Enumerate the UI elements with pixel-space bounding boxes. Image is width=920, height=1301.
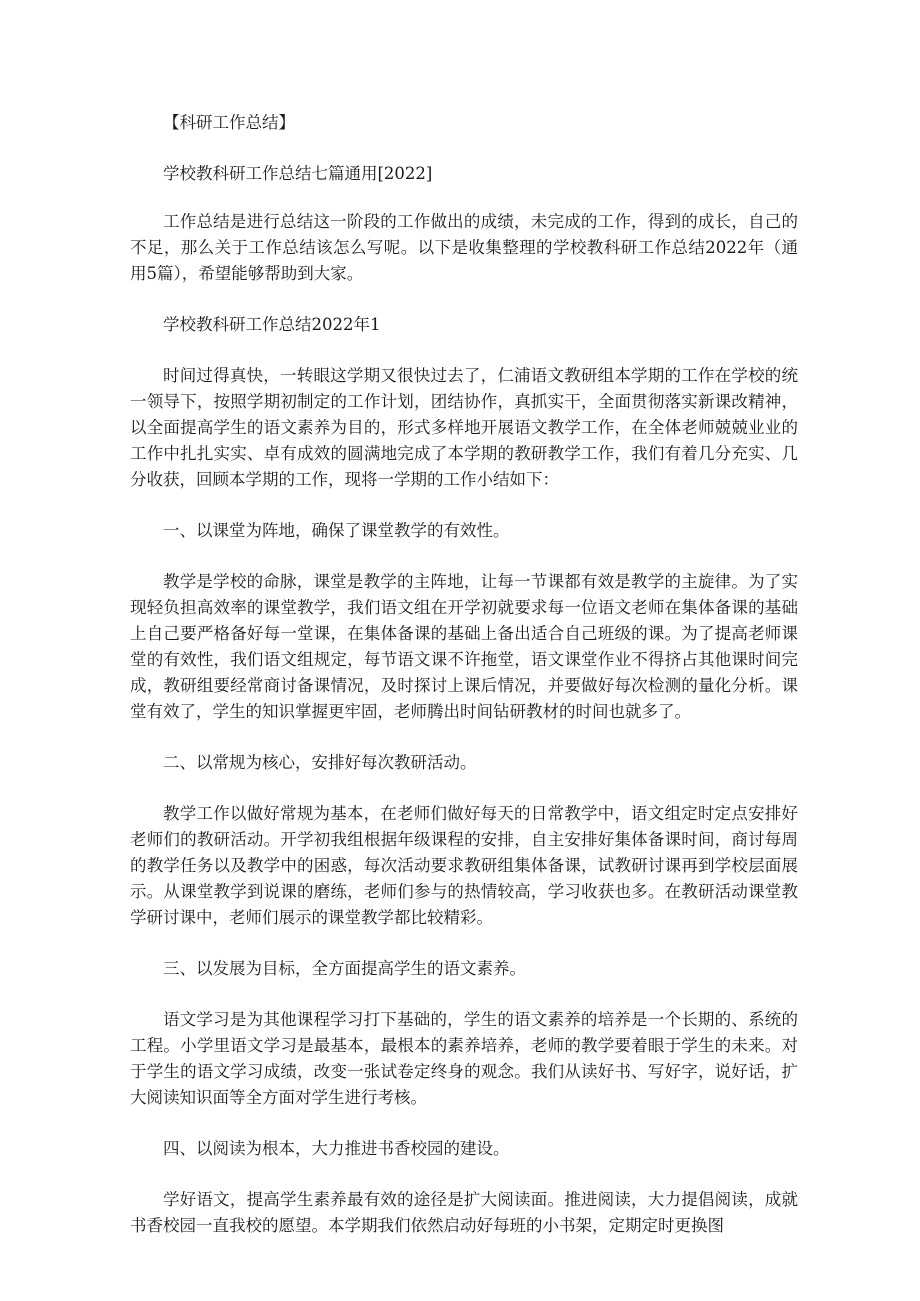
section-heading: 三、以发展为目标，全方面提高学生的语文素养。 — [163, 959, 526, 978]
section-label: 【科研工作总结】 — [163, 113, 295, 132]
body-paragraph: 教学是学校的命脉，课堂是教学的主阵地，让每一节课都有效是教学的主旋律。为了实现轻负担高效率的课堂教学，我们语文组在开学初就要求每一位语文老师在集体备课的基础上自己要严格备好每一堂课，在集体备课的基础上备出适合自己班级的课。为了提高老师课堂的有效性，我们语文组规定，每节语文课不许拖堂，语文课堂作业不得挤占其他课时间完成，教研组要经常商讨备课情况，及时探讨上课后情况，并要做好每次检测的量化分析。课堂有效了，学生的知识掌握更牢固，老师腾出时间钻研教材的时间也就多了。 — [130, 572, 798, 721]
section-heading: 四、以阅读为根本，大力推进书香校园的建设。 — [163, 1139, 510, 1158]
intro-paragraph: 工作总结是进行总结这一阶段的工作做出的成绩，未完成的工作，得到的成长，自己的不足，那么关于工作总结该怎么写呢。以下是收集整理的学校教科研工作总结2022年（通用5篇），希望能够帮助到大家。 — [130, 212, 798, 283]
section-heading: 一、以课堂为阵地，确保了课堂教学的有效性。 — [163, 521, 510, 540]
section-heading: 二、以常规为核心，安排好每次教研活动。 — [163, 753, 477, 772]
body-paragraph: 时间过得真快，一转眼这学期又很快过去了，仁浦语文教研组本学期的工作在学校的统一领导下，按照学期初制定的工作计划，团结协作，真抓实干，全面贯彻落实新课改精神，以全面提高学生的语文素养为目的，形式多样地开展语文教学工作，在全体老师兢兢业业的工作中扎扎实实、卓有成效的圆满地完成了本学期的教研教学工作，我们有着几分充实、几分收获，回顾本学期的工作，现将一学期的工作小结如下： — [130, 366, 798, 489]
summary-subtitle: 学校教科研工作总结2022年1 — [163, 315, 381, 334]
body-paragraph: 教学工作以做好常规为基本，在老师们做好每天的日常教学中，语文组定时定点安排好老师们的教研活动。开学初我组根据年级课程的安排，自主安排好集体备课时间，商讨每周的教学任务以及教学中的困惑，每次活动要求教研组集体备课，试教研讨课再到学校层面展示。从课堂教学到说课的磨练，老师们参与的热情较高，学习收获也多。在教研活动课堂教学研讨课中，老师们展示的课堂教学都比较精彩。 — [130, 804, 798, 927]
document-body — [130, 110, 798, 1239]
body-paragraph: 语文学习是为其他课程学习打下基础的，学生的语文素养的培养是一个长期的、系统的工程。小学里语文学习是最基本，最根本的素养培养，老师的教学要着眼于学生的未来。对于学生的语文学习成绩，改变一张试卷定终身的观念。我们从读好书、写好字，说好话，扩大阅读知识面等全方面对学生进行考核。 — [130, 1010, 798, 1107]
document-title: 学校教科研工作总结七篇通用[2022] — [163, 164, 433, 183]
body-paragraph: 学好语文，提高学生素养最有效的途径是扩大阅读面。推进阅读，大力提倡阅读，成就书香校园一直我校的愿望。本学期我们依然启动好每班的小书架，定期定时更换图 — [130, 1190, 798, 1235]
